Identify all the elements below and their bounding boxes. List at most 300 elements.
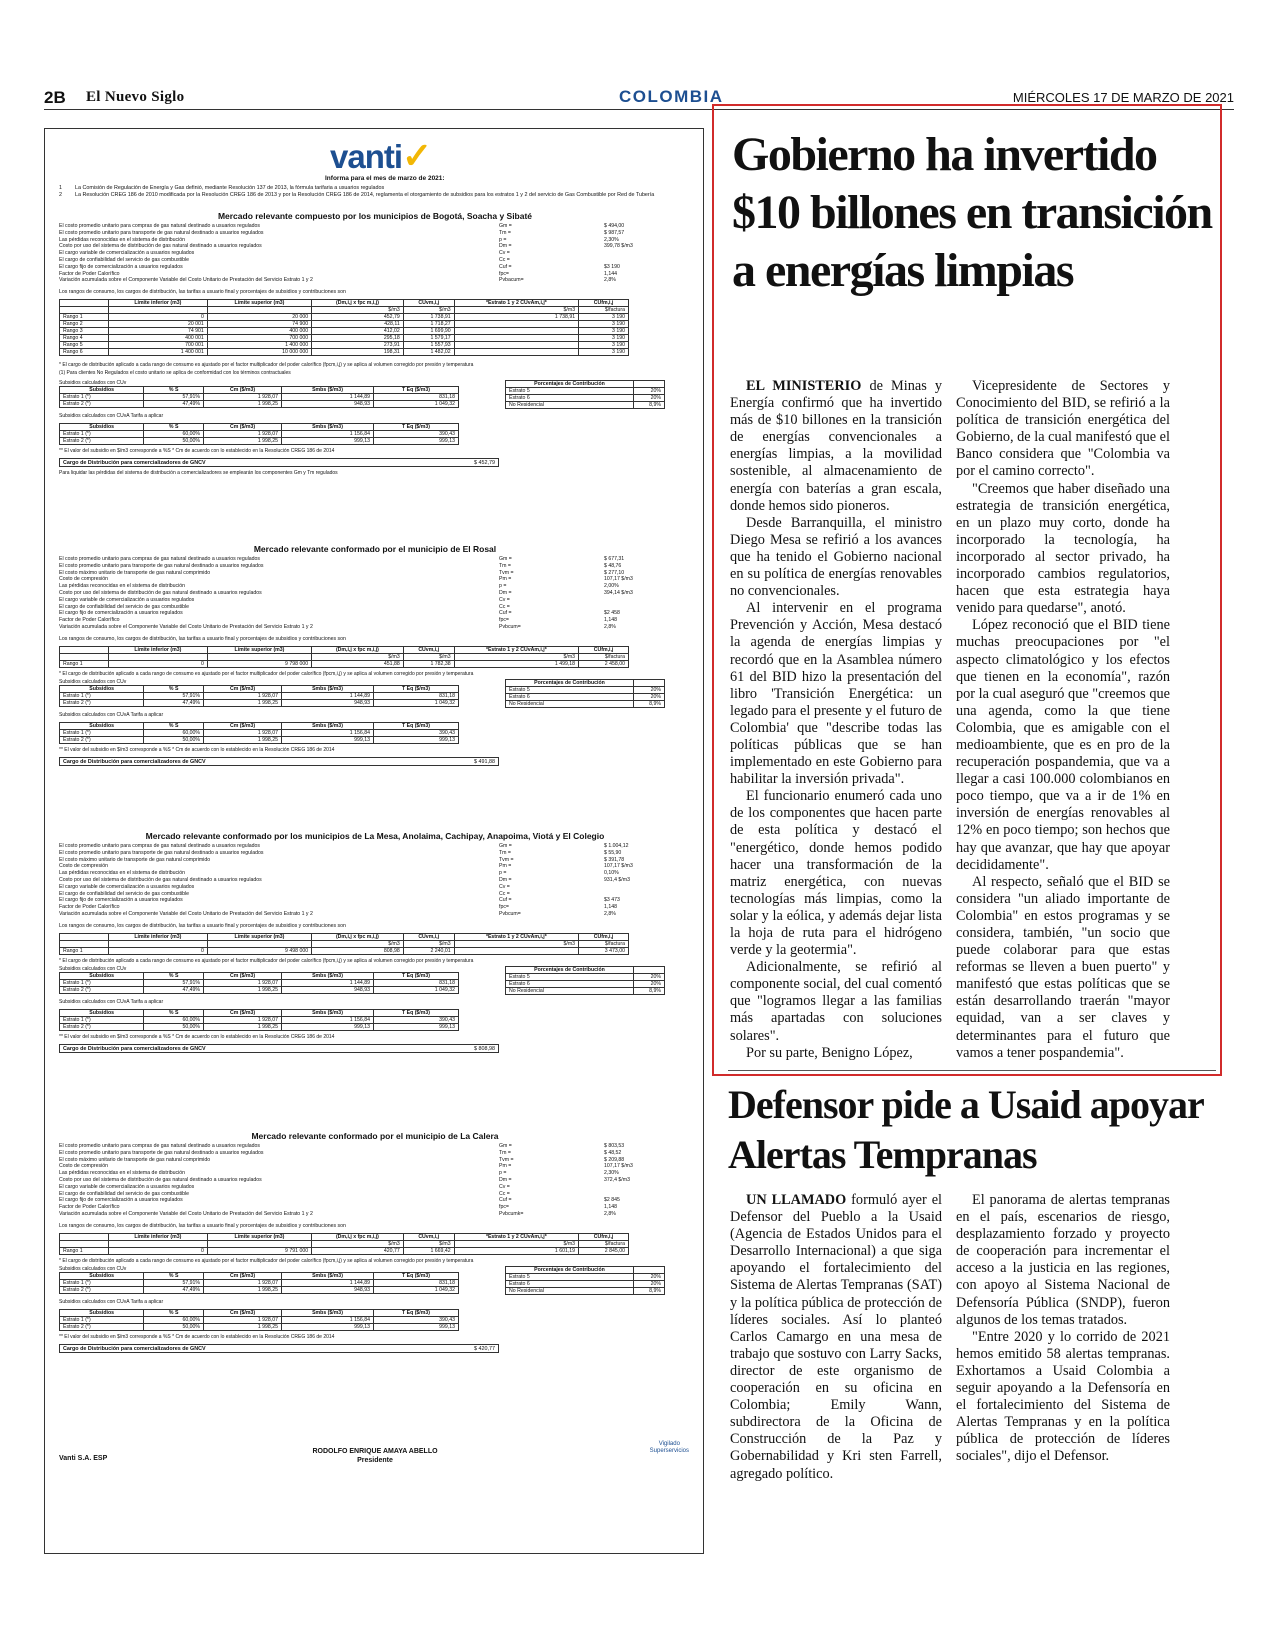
table-cell: 1 998,25 <box>204 737 282 744</box>
table-cell: Rango 5 <box>60 342 109 349</box>
table-header-cell: Cm ($/m3) <box>204 1010 282 1017</box>
signatory-name: RODOLFO ENRIQUE AMAYA ABELLO <box>312 1448 438 1455</box>
table-cell: 295,18 <box>312 335 404 342</box>
table-cell: Estrato 2 (*) <box>60 401 144 408</box>
table-cell: 20% <box>633 1274 664 1281</box>
article-paragraph: Por su parte, Benigno López, <box>746 1044 913 1061</box>
table-cell: 0 <box>108 314 207 321</box>
table-header-cell: T Eq ($/m3) <box>374 973 459 980</box>
parameter-symbol: p = <box>499 870 507 877</box>
parameter-row <box>59 891 689 898</box>
table-cell: 1 499,18 <box>454 660 578 667</box>
parameter-symbol: Dm = <box>499 243 512 250</box>
parameter-label: Las pérdidas reconocidas en el sistema de distribución <box>59 1170 186 1177</box>
table-header-cell: Cm ($/m3) <box>204 1310 282 1317</box>
table-cell: Estrato 6 <box>506 981 634 988</box>
article2-column-1 <box>730 1192 942 1483</box>
table-cell: Rango 6 <box>60 349 109 356</box>
parameter-row <box>59 1191 689 1198</box>
table-header-cell <box>633 967 664 974</box>
parameter-row <box>59 230 689 237</box>
table-header-cell <box>60 933 109 940</box>
parameter-symbol: Tm = <box>499 849 511 856</box>
article-paragraph: Al intervenir en el programa Prevención y Acción, Mesa destacó la agenda de energías limpias y recordó que en la Asamblea número 61 del BID hizo la presentación del libro 'Transición Energética: un legado para el presente y el futuro de Colombia' que "describe todas las políticas públicas que se han implementado en este Gobierno para habilitar la inversión privada". <box>730 600 942 788</box>
parameter-value: 1,144 <box>604 270 617 277</box>
parameter-value: 0,10% <box>604 870 619 877</box>
table-cell: 1 928,07 <box>204 693 282 700</box>
table-cell: 0 <box>108 1247 207 1254</box>
range-table <box>59 646 629 668</box>
signatory-role: Presidente <box>357 1457 393 1464</box>
subsidy-caption: Subsidios calculados con CUv <box>59 1266 127 1272</box>
table-row <box>506 974 665 981</box>
table-cell: 1 718,27 <box>403 321 454 328</box>
parameter-symbol: Tm = <box>499 1149 511 1156</box>
table-cell: 1 156,84 <box>282 730 374 737</box>
parameter-label: Costo de compresión <box>59 576 109 583</box>
parameter-label: El costo promedio unitario para compras de gas natural destinado a usuarios regulados <box>59 556 260 562</box>
table-cell: 1 998,25 <box>204 987 282 994</box>
table-header-cell: % S <box>144 1310 204 1317</box>
table-cell: $/m3 <box>312 307 404 314</box>
table-cell: $/m3 <box>454 307 578 314</box>
range-footnote: * El cargo de distribución aplicado a cada rango de consumo es ajustado por el factor multiplicador del poder calorífico (fpcm,i,j) y se aplica al volumen corregido por presión y temperatura <box>59 958 474 964</box>
table-cell: 8,9% <box>633 1288 664 1295</box>
lead-in: EL MINISTERIO <box>746 378 862 394</box>
parameter-value: $ 48,52 <box>604 1149 622 1156</box>
article-column-1 <box>730 378 942 1062</box>
table-cell: 60,00% <box>144 1017 204 1024</box>
parameter-value: 2,8% <box>604 623 616 630</box>
article-energy-transition <box>712 104 1222 1076</box>
table-header-cell: % S <box>144 1010 204 1017</box>
parameter-symbol: Dm = <box>499 876 512 883</box>
parameter-label: El cargo variable de comercialización a usuarios regulados <box>59 596 195 603</box>
range-table <box>59 299 629 356</box>
subsidy-caption-cuva: Subsidios calculados con CUvA Tarifa a aplicar <box>59 413 164 420</box>
table-header-cell: Límite inferior (m3) <box>108 300 207 307</box>
parameter-row <box>59 877 689 884</box>
table-cell: 47,49% <box>144 1287 204 1294</box>
table-header-cell: T Eq ($/m3) <box>374 424 459 431</box>
company-name: Vanti S.A. ESP <box>59 1455 108 1462</box>
table-header-cell: (Dm,i,j x fpc m,i,j) <box>312 1233 404 1240</box>
table-row <box>60 660 629 667</box>
parameter-row <box>59 563 689 570</box>
parameter-row <box>59 583 689 590</box>
parameter-label: El cargo de confiabilidad del servicio de gas combustible <box>59 1190 190 1197</box>
parameter-value: $ 1.004,12 <box>604 843 629 849</box>
market-parameters <box>59 1143 689 1218</box>
table-cell <box>454 947 578 954</box>
parameter-value: 394,14 $/m3 <box>604 589 633 596</box>
table-header-cell: CUfm,i,j <box>579 300 629 307</box>
parameter-row <box>59 1157 689 1164</box>
table-row <box>60 394 459 401</box>
parameter-symbol: Tvm = <box>499 569 514 576</box>
table-cell <box>108 1240 207 1247</box>
parameter-symbol: fpc= <box>499 1204 509 1211</box>
table-header-cell <box>60 1233 109 1240</box>
table-cell: Estrato 2 (*) <box>60 987 144 994</box>
table-cell: 808,98 <box>312 947 404 954</box>
table-cell: $/factura <box>579 653 629 660</box>
table-cell: $/m3 <box>403 1240 454 1247</box>
parameter-label: El costo promedio unitario para compras de gas natural destinado a usuarios regulados <box>59 843 260 849</box>
parameter-row <box>59 897 689 904</box>
market-title: Mercado relevante conformado por el municipio de El Rosal <box>253 544 497 554</box>
page-number: 2B <box>44 88 66 107</box>
table-row <box>506 1274 665 1281</box>
parameter-row <box>59 590 689 597</box>
parameter-symbol: Cv = <box>499 596 510 603</box>
table-cell: Estrato 6 <box>506 1281 634 1288</box>
article-paragraph: Vicepresidente de Sectores y Conocimiento del BID, se refirió a la política de transición energética del Gobierno, de la cual manifestó que el Banco considera que "Colombia va por el camino correcto". <box>956 378 1170 480</box>
table-row <box>506 1281 665 1288</box>
table-header-cell <box>633 381 664 388</box>
range-footnote: * El cargo de distribución aplicado a cada rango de consumo es ajustado por el factor multiplicador del poder calorífico (fpcm,i,j) y se aplica al volumen corregido por presión y temperatura <box>59 362 474 369</box>
parameter-label: El costo promedio unitario para transporte de gas natural destinado a usuarios regulados <box>59 229 264 236</box>
table-cell: 198,31 <box>312 349 404 356</box>
table-cell: $/m3 <box>312 653 404 660</box>
table-cell: 390,43 <box>374 431 459 438</box>
parameter-value: 1,148 <box>604 1204 617 1211</box>
parameter-label: El costo promedio unitario para transporte de gas natural destinado a usuarios regulados <box>59 562 264 569</box>
table-cell: 999,13 <box>374 1324 459 1331</box>
parameter-label: El cargo de confiabilidad del servicio de gas combustible <box>59 256 190 263</box>
parameter-row <box>59 1170 689 1177</box>
gncv-distribution-charge <box>59 1044 499 1053</box>
table-header-cell: CUvm,i,j <box>403 646 454 653</box>
table-cell: Estrato 1 (*) <box>60 1017 144 1024</box>
parameter-label: Variación acumulada sobre el Componente Variable del Costo Unitario de Prestación del Servicio Estrato 1 y 2 <box>59 910 313 917</box>
table-cell: 1 998,25 <box>204 1287 282 1294</box>
table-cell: Estrato 6 <box>506 694 634 701</box>
table-cell <box>207 307 311 314</box>
parameter-row <box>59 857 689 864</box>
table-header-cell: CUfm,i,j <box>579 646 629 653</box>
table-cell: 8,9% <box>633 402 664 409</box>
ranges-caption: Los rangos de consumo, los cargos de distribución, las tarifas a usuario final y porcentajes de subsidios y contribuciones son <box>59 1222 346 1229</box>
table-cell: 8,9% <box>633 988 664 995</box>
article-paragraph: Desde Barranquilla, el ministro Diego Mesa se refirió a los avances que ha tenido el Gobierno nacional en su política de energías renovables no convencionales. <box>730 514 942 600</box>
table-header-cell: Cm ($/m3) <box>204 723 282 730</box>
parameter-label: El costo máximo unitario de transporte de gas natural comprimido <box>59 1156 211 1163</box>
parameter-symbol: Gm = <box>499 223 512 229</box>
parameter-row <box>59 1177 689 1184</box>
table-cell: 1 928,07 <box>204 394 282 401</box>
parameter-label: Las pérdidas reconocidas en el sistema de distribución <box>59 583 186 590</box>
table-header-cell: Subsidios <box>60 1273 144 1280</box>
article-paragraph: El funcionario enumeró cada uno de los componentes que hacen parte de esta política y destacó el "energético, donde hemos podido hacer una transformación de la matriz energética, con nuevas tecnologías más limpias, como la solar y la eólica, y además dejar lista la hoja de ruta para el hidrógeno verde y la geotermia". <box>730 788 942 959</box>
table-cell: Estrato 1 (*) <box>60 1317 144 1324</box>
table-cell: Rango 4 <box>60 335 109 342</box>
table-header-cell: Límite inferior (m3) <box>108 933 207 940</box>
table-cell: No Residencial <box>506 988 634 995</box>
table-cell: 3 190 <box>579 349 629 356</box>
table-cell: Rango 2 <box>60 321 109 328</box>
parameter-value: 1,148 <box>604 904 617 911</box>
parameter-symbol: Dm = <box>499 1176 512 1183</box>
parameter-value: $3 473 <box>604 897 620 904</box>
range-footnote: * El cargo de distribución aplicado a cada rango de consumo es ajustado por el factor multiplicador del poder calorífico (fpcm,i,j) y se aplica al volumen corregido por presión y temperatura <box>59 671 474 677</box>
gncv-charge-value: $ 491,88 <box>474 759 495 765</box>
parameter-symbol: Cuf = <box>499 897 512 904</box>
table-header-cell <box>60 646 109 653</box>
table-cell: 428,11 <box>312 321 404 328</box>
table-cell: Rango 1 <box>60 660 109 667</box>
parameter-symbol: Pvbacum= <box>499 277 524 284</box>
table-row <box>60 1280 459 1287</box>
parameter-value: 931,4 $/m3 <box>604 876 630 883</box>
parameter-value: $2 845 <box>604 1197 620 1204</box>
table-cell: 1 928,07 <box>204 1017 282 1024</box>
table-cell: 1 928,07 <box>204 431 282 438</box>
parameter-value: 2,8% <box>604 910 616 917</box>
parameter-row <box>59 271 689 278</box>
table-cell: Estrato 5 <box>506 1274 634 1281</box>
table-cell: 1 998,25 <box>204 401 282 408</box>
table-header-cell: Porcentajes de Contribución <box>506 381 634 388</box>
table-cell: Estrato 2 (*) <box>60 1287 144 1294</box>
parameter-row <box>59 843 689 850</box>
parameter-row <box>59 576 689 583</box>
table-cell: Estrato 5 <box>506 687 634 694</box>
table-row <box>506 395 665 402</box>
parameter-value: $2 458 <box>604 610 620 617</box>
table-header-cell: Límite inferior (m3) <box>108 646 207 653</box>
parameter-label: El costo promedio unitario para compras de gas natural destinado a usuarios regulados <box>59 1143 260 1149</box>
parameter-row <box>59 1184 689 1191</box>
parameter-label: El cargo variable de comercialización a usuarios regulados <box>59 250 195 257</box>
table-header-cell: CUvm,i,j <box>403 1233 454 1240</box>
parameter-row <box>59 884 689 891</box>
parameter-label: Costo por uso del sistema de distribución de gas natural destinado a usuarios regulados <box>59 1176 262 1183</box>
table-row <box>60 335 629 342</box>
table-cell: 50,00% <box>144 1024 204 1031</box>
table-cell: 0 <box>108 660 207 667</box>
table-row <box>60 321 629 328</box>
parameter-symbol: Cc = <box>499 1190 510 1197</box>
contribution-table <box>505 1266 665 1295</box>
table-header-cell: T Eq ($/m3) <box>374 1310 459 1317</box>
table-cell: 74 900 <box>207 321 311 328</box>
subsidy-footnote: ** El valor del subsidio en $/m3 corresponde a %S * Cm de acuerdo con lo establecido en la Resolución CREG 186 de 2014 <box>59 1034 335 1040</box>
table-cell: 20% <box>633 1281 664 1288</box>
table-header-cell: Subsidios <box>60 973 144 980</box>
table-cell: $/factura <box>579 307 629 314</box>
parameter-label: El costo máximo unitario de transporte de gas natural comprimido <box>59 856 211 863</box>
table-row <box>60 328 629 335</box>
gncv-charge-label: Cargo de Distribución para comercializadores de GNCV <box>63 460 206 467</box>
table-cell: Rango 1 <box>60 1247 109 1254</box>
table-cell: 1 738,91 <box>454 314 578 321</box>
table-cell: 390,43 <box>374 730 459 737</box>
contribution-table <box>505 966 665 995</box>
table-header-cell: Subsidios <box>60 1310 144 1317</box>
parameter-value: 2,8% <box>604 1210 616 1217</box>
table-cell: 400 001 <box>108 335 207 342</box>
table-header-cell: % S <box>144 1273 204 1280</box>
table-row <box>60 401 459 408</box>
table-header-cell: % S <box>144 723 204 730</box>
parameter-label: El cargo variable de comercialización a usuarios regulados <box>59 1183 195 1190</box>
table-cell: Estrato 6 <box>506 395 634 402</box>
table-cell: Estrato 1 (*) <box>60 730 144 737</box>
table-cell: 1 928,07 <box>204 1317 282 1324</box>
table-header-cell: Smbs ($/m3) <box>282 973 374 980</box>
parameter-symbol: Pm = <box>499 863 512 870</box>
parameter-row <box>59 257 689 264</box>
subsidy-table <box>59 386 459 408</box>
parameter-symbol: Gm = <box>499 1143 512 1149</box>
subsidy-caption: Subsidios calculados con CUv <box>59 966 127 972</box>
table-cell: Estrato 5 <box>506 974 634 981</box>
table-row <box>60 1024 459 1031</box>
table-cell: 273,91 <box>312 342 404 349</box>
table-header-cell: Porcentajes de Contribución <box>506 1267 634 1274</box>
table-cell: 10 000 000 <box>207 349 311 356</box>
table-cell <box>207 653 311 660</box>
subsidy-caption: Subsidios calculados con CUv <box>59 380 127 387</box>
table-cell <box>454 342 578 349</box>
table-row <box>60 1324 459 1331</box>
table-cell: 1 482,02 <box>403 349 454 356</box>
table-header-cell: % S <box>144 424 204 431</box>
nonregulated-footnote: (1) Para clientes No Regulados el costo unitario se aplica de conformidad con los términos contractuales <box>59 370 291 377</box>
parameter-label: El costo máximo unitario de transporte de gas natural comprimido <box>59 569 211 576</box>
table-cell: Estrato 2 (*) <box>60 1024 144 1031</box>
table-cell: 20 000 <box>207 314 311 321</box>
table-row <box>506 981 665 988</box>
table-cell: $/m3 <box>454 1240 578 1247</box>
parameter-row <box>59 610 689 617</box>
subsidy-caption-cuva: Subsidios calculados con CUvA Tarifa a aplicar <box>59 1299 164 1305</box>
parameter-label: El costo promedio unitario para transporte de gas natural destinado a usuarios regulados <box>59 1149 264 1156</box>
article2-column-2 <box>956 1192 1170 1466</box>
table-header-cell: *Estrato 1 y 2 CUvAm,i,j* <box>454 646 578 653</box>
table-header-cell: T Eq ($/m3) <box>374 1010 459 1017</box>
parameter-row <box>59 243 689 250</box>
table-header-cell: Porcentajes de Contribución <box>506 680 634 687</box>
parameter-label: Las pérdidas reconocidas en el sistema de distribución <box>59 870 186 877</box>
market-parameters <box>59 556 689 631</box>
parameter-label: El costo promedio unitario para transporte de gas natural destinado a usuarios regulados <box>59 849 264 856</box>
table-cell: 452,79 <box>312 314 404 321</box>
parameter-row <box>59 617 689 624</box>
parameter-value: $ 48,76 <box>604 562 622 569</box>
table-header-cell: Límite superior (m3) <box>207 933 311 940</box>
table-cell: 1 144,89 <box>282 980 374 987</box>
table-header-cell: (Dm,i,j x fpc m,i,j) <box>312 933 404 940</box>
table-cell <box>108 940 207 947</box>
table-cell: 700 001 <box>108 342 207 349</box>
table-cell: $/m3 <box>312 1240 404 1247</box>
table-cell: 20% <box>633 981 664 988</box>
table-header-cell: Subsidios <box>60 723 144 730</box>
notice-note-1: 1 La Comisión de Regulación de Energía y Gas definió, mediante Resolución 137 de 2013, la fórmula tarifaria a usuarios regulados <box>59 185 385 191</box>
parameter-row <box>59 223 689 230</box>
parameter-symbol: Cc = <box>499 256 510 263</box>
notice-note-2: 2 La Resolución CREG 186 de 2010 modificada por la Resolución CREG 186 de 2013 y por la Resolución CREG 186 de 2014, reglamenta el otorgamiento de subsidios para los estratos 1 y 2 del servicio de Gas Combustible por Red de Tubería <box>59 192 655 198</box>
parameter-row <box>59 1163 689 1170</box>
article-paragraph: López reconoció que el BID tiene muchas preocupaciones por "el aspecto climatológico y los efectos que tienen en la economía", razón por la cual aseguró que "creemos que una agenda, como la que tiene Colombia, que es amigable con el medioambiente, que es en pro de la recuperación pospandemia, que va a llegar a casi 100.000 colombianos en poco tiempo, que va a ir de 1% en inversión de energías renovables al 12% en poco tiempo; son hechos que hay que avanzar, que hay que apoyar decididamente". <box>956 617 1170 873</box>
table-cell: 20% <box>633 687 664 694</box>
parameter-symbol: Cv = <box>499 250 510 257</box>
table-cell: 9 798 000 <box>207 660 311 667</box>
table-header-cell: CUvm,i,j <box>403 933 454 940</box>
parameter-label: Factor de Poder Calorífico <box>59 904 120 911</box>
market-title: Mercado relevante conformado por el municipio de La Calera <box>251 1131 499 1141</box>
table-cell: 948,93 <box>282 401 374 408</box>
table-row <box>60 1017 459 1024</box>
parameter-row <box>59 911 689 918</box>
table-cell: 1 998,25 <box>204 438 282 445</box>
table-cell: 1 049,32 <box>374 401 459 408</box>
table-header-cell: Cm ($/m3) <box>204 686 282 693</box>
table-cell: 1 144,89 <box>282 693 374 700</box>
parameter-value: 2,00% <box>604 583 619 590</box>
issue-date: MIÉRCOLES 17 DE MARZO DE 2021 <box>1012 90 1234 105</box>
parameter-symbol: Cv = <box>499 1183 510 1190</box>
table-cell: $/m3 <box>454 940 578 947</box>
article-paragraph: "Creemos que haber diseñado una estrategia de transición energética, en un plazo muy corto, donde ha incorporado la tecnología, ha incorporado al sector privado, ha incorporado cambios regulatorios, hacen que esta estrategia haya venido para quedarse", anotó. <box>956 480 1170 617</box>
table-cell: 2 845,00 <box>579 1247 629 1254</box>
divider <box>728 1070 1216 1071</box>
table-cell: 999,13 <box>282 1024 374 1031</box>
table-header-cell: (Dm,i,j x fpc m,i,j) <box>312 300 404 307</box>
table-cell: 831,18 <box>374 693 459 700</box>
range-table <box>59 1233 629 1255</box>
table-cell: 60,00% <box>144 730 204 737</box>
parameter-value: 2,30% <box>604 236 619 243</box>
table-header-cell: T Eq ($/m3) <box>374 387 459 394</box>
table-cell: 1 049,32 <box>374 1287 459 1294</box>
table-header-cell: Cm ($/m3) <box>204 973 282 980</box>
parameter-row <box>59 870 689 877</box>
table-header-cell <box>633 1267 664 1274</box>
table-cell <box>108 653 207 660</box>
subsidy-table <box>59 972 459 994</box>
table-cell: 999,13 <box>282 737 374 744</box>
article-paragraph: "Entre 2020 y lo corrido de 2021 hemos emitido 58 alertas tempranas. Exhortamos a Usaid Colombia a seguir apoyando a la Defensoría en el fortalecimiento del Sistema de Alertas Tempranas y en la política pública de protección de líderes sociales", dijo el Defensor. <box>956 1328 1170 1465</box>
range-table <box>59 933 629 955</box>
parameter-value: 2,30% <box>604 1170 619 1177</box>
parameter-symbol: Cc = <box>499 890 510 897</box>
table-row <box>60 737 459 744</box>
subsidy-table <box>59 1272 459 1294</box>
table-cell: 3 190 <box>579 314 629 321</box>
table-cell: 999,13 <box>374 1024 459 1031</box>
table-cell: 57,91% <box>144 1280 204 1287</box>
table-row <box>60 1247 629 1254</box>
parameter-symbol: Pm = <box>499 576 512 583</box>
ranges-caption: Los rangos de consumo, los cargos de distribución, las tarifas a usuario final y porcentajes de subsidios y contribuciones son <box>59 289 346 296</box>
range-footnote: * El cargo de distribución aplicado a cada rango de consumo es ajustado por el factor multiplicador del poder calorífico (fpcm,i,j) y se aplica al volumen corregido por presión y temperatura <box>59 1258 474 1264</box>
table-header-cell: Límite superior (m3) <box>207 1233 311 1240</box>
market-title: Mercado relevante conformado por los municipios de La Mesa, Anolaima, Cachipay, Anapoima, Viotá y El Colegio <box>145 831 605 841</box>
parameter-label: Costo de compresión <box>59 1163 109 1170</box>
table-header-cell: Subsidios <box>60 1010 144 1017</box>
table-cell: 20 001 <box>108 321 207 328</box>
article-column-2 <box>956 378 1170 1062</box>
table-cell: 3 190 <box>579 321 629 328</box>
table-cell: 1 738,91 <box>403 314 454 321</box>
table-row <box>60 314 629 321</box>
subsidy-caption-cuva: Subsidios calculados con CUvA Tarifa a aplicar <box>59 712 164 718</box>
subsidy-caption: Subsidios calculados con CUv <box>59 679 127 685</box>
table-header-cell: Subsidios <box>60 424 144 431</box>
